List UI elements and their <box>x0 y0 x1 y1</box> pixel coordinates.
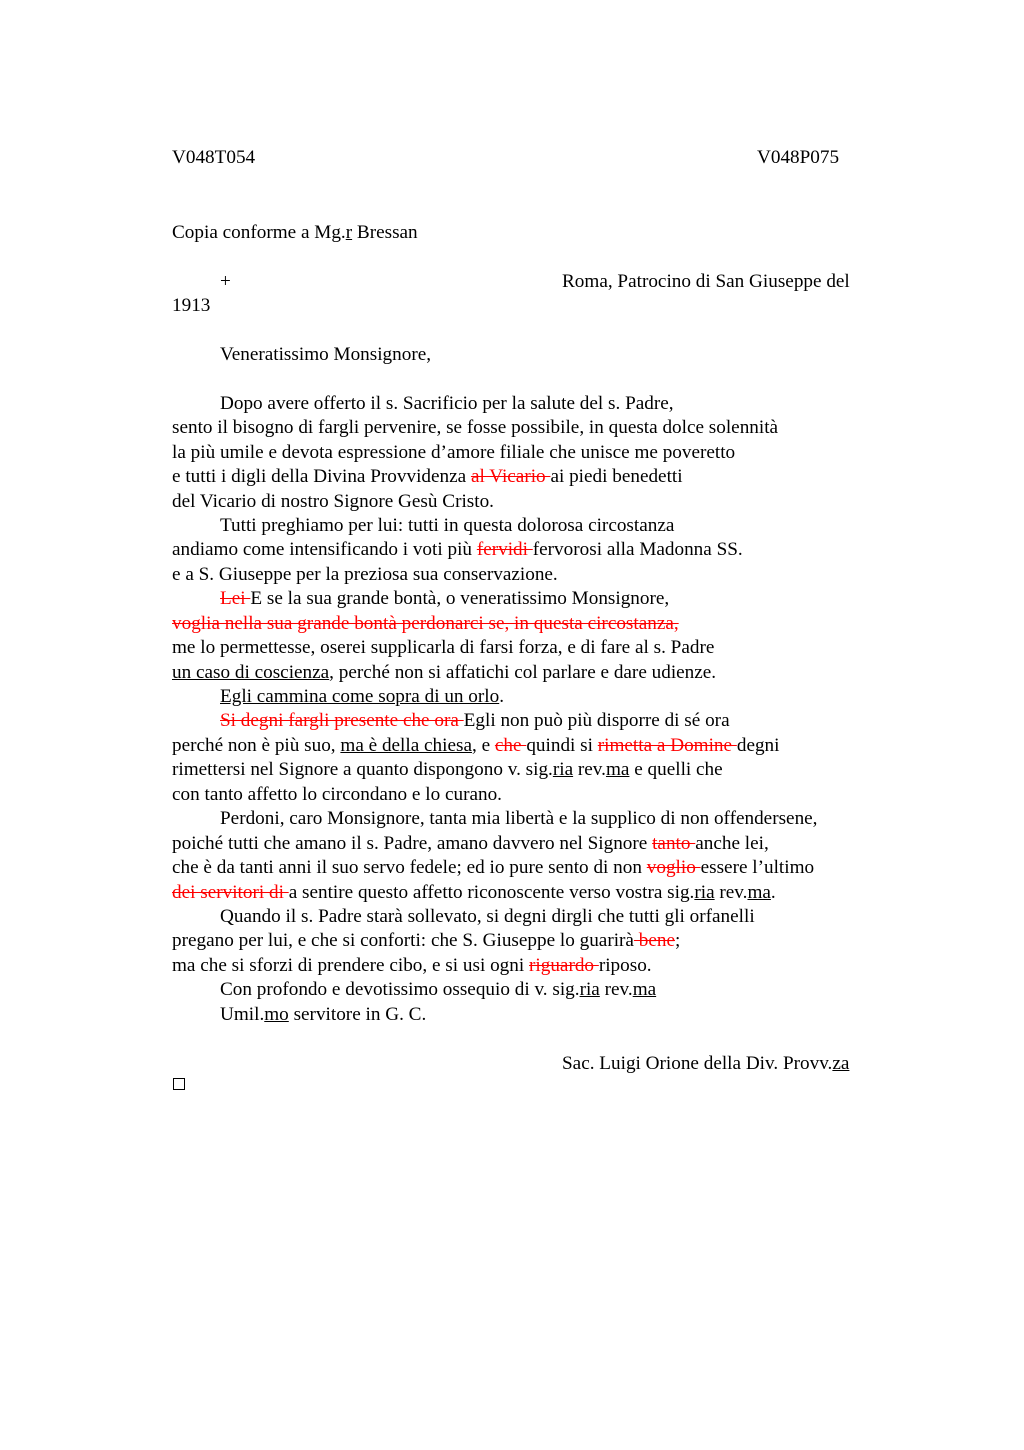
deleted-text: al Vicario <box>470 466 551 487</box>
deleted-text: rimetta a Domine <box>597 735 737 756</box>
body-line: ma che si sforzi di prendere cibo, e si usi ogni riguardo riposo. <box>172 955 652 976</box>
empty-checkbox-icon <box>173 1078 185 1090</box>
body-line: e a S. Giuseppe per la preziosa sua conservazione. <box>172 564 558 585</box>
body-line: e tutti i digli della Divina Provvidenza al Vicario ai piedi benedetti <box>172 466 683 487</box>
deleted-text: voglio <box>646 857 701 878</box>
body-line: pregano per lui, e che si conforti: che S. Giuseppe lo guarirà bene; <box>172 930 681 951</box>
body-line: la più umile e devota espressione d’amore filiale che unisce me poveretto <box>172 442 736 463</box>
body-line: Quando il s. Padre starà sollevato, si degni dirgli che tutti gli orfanelli <box>220 906 755 927</box>
body-line <box>172 613 679 635</box>
body-line: del Vicario di nostro Signore Gesù Cristo. <box>172 491 494 512</box>
body-line: me lo permettesse, oserei supplicarla di farsi forza, e di fare al s. Padre <box>172 637 715 658</box>
place-date: Roma, Patrocino di San Giuseppe del <box>562 271 850 292</box>
deleted-text: voglia nella sua grande bontà perdonarci se, in questa circostanza, <box>172 613 679 634</box>
body-line: un caso di coscienza, perché non si affatichi col parlare e dare udienze. <box>172 662 717 683</box>
deleted-text: Si degni fargli presente che ora <box>220 710 464 731</box>
body-line: Egli cammina come sopra di un orlo. <box>220 686 505 707</box>
body-line: sento il bisogno di fargli pervenire, se fosse possibile, in questa dolce solennità <box>172 417 779 438</box>
body-line: Lei E se la sua grande bontà, o veneratissimo Monsignore, <box>220 588 670 609</box>
body-line: Tutti preghiamo per lui: tutti in questa dolorosa circostanza <box>220 515 675 536</box>
salutation: Veneratissimo Monsignore, <box>220 344 432 365</box>
deleted-text: che <box>494 735 527 756</box>
body-line: poiché tutti che amano il s. Padre, amano davvero nel Signore tanto anche lei, <box>172 833 769 854</box>
body-line: rimettersi nel Signore a quanto dispongono v. sig.ria rev.ma e quelli che <box>172 759 723 780</box>
signature: Sac. Luigi Orione della Div. Provv.za <box>562 1053 850 1074</box>
deleted-text: bene <box>633 930 675 951</box>
body-line: andiamo come intensificando i voti più fervidi fervorosi alla Madonna SS. <box>172 539 743 560</box>
deleted-text: tanto <box>652 833 696 854</box>
body-line: con tanto affetto lo circondano e lo curano. <box>172 784 502 805</box>
body-line: Dopo avere offerto il s. Sacrificio per la salute del s. Padre, <box>220 393 674 414</box>
body-line: Perdoni, caro Monsignore, tanta mia libertà e la supplico di non offendersene, <box>220 808 818 829</box>
body-line: Si degni fargli presente che ora Egli non può più disporre di sé ora <box>220 710 730 731</box>
deleted-text: fervidi <box>476 539 533 560</box>
archive-code-left: V048T054 <box>172 147 256 168</box>
body-line: perché non è più suo, ma è della chiesa, e che quindi si rimetta a Domine degni <box>172 735 780 756</box>
archive-code-right: V048P075 <box>757 147 840 168</box>
year: 1913 <box>172 295 211 316</box>
deleted-text: dei servitori di <box>172 882 289 903</box>
deleted-text: riguardo <box>529 955 599 976</box>
body-line: che è da tanti anni il suo servo fedele; ed io pure sento di non voglio essere l’ultimo <box>172 857 815 878</box>
copy-note: Copia conforme a Mg.r Bressan <box>172 222 418 243</box>
body-line: dei servitori di a sentire questo affetto riconoscente verso vostra sig.ria rev.ma. <box>172 882 776 903</box>
closing-line: Umil.mo servitore in G. C. <box>220 1004 427 1025</box>
closing-line: Con profondo e devotissimo ossequio di v. sig.ria rev.ma <box>220 979 657 1000</box>
cross-symbol: + <box>220 271 231 292</box>
deleted-text: Lei <box>220 588 251 609</box>
